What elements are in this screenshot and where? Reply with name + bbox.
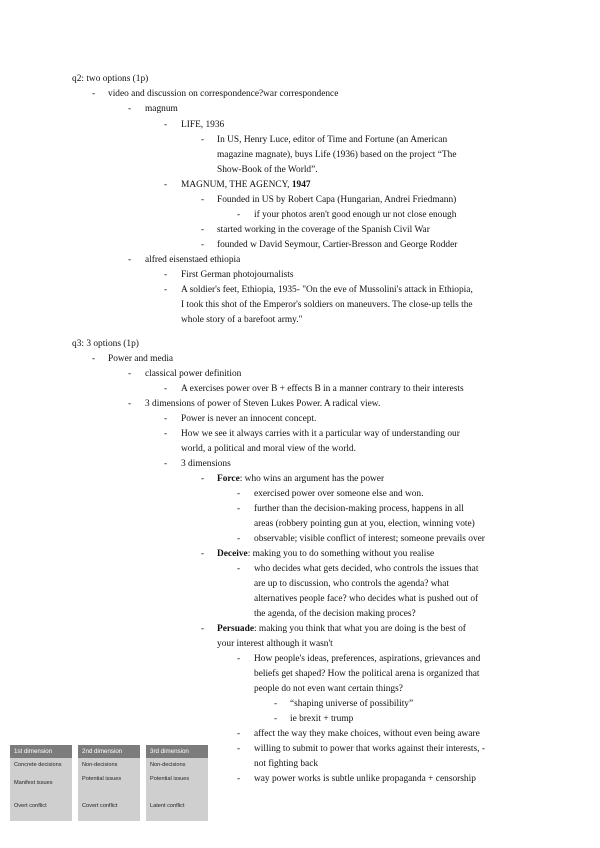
persuade-line bbox=[217, 622, 466, 637]
capa-quote: if your photos aren't good enough ur not close enough bbox=[254, 210, 457, 220]
how-we-see-1: How we see it always carries with it a particular way of understanding our bbox=[181, 429, 460, 439]
bullet-dash: - bbox=[237, 210, 241, 220]
bullet-dash: - bbox=[164, 429, 168, 439]
persuade-1a: How people's ideas, preferences, aspirations, grievances and bbox=[254, 654, 481, 664]
soldier-3: whole story of a barefoot army." bbox=[181, 315, 303, 325]
civil-war: started working in the coverage of the Spanish Civil War bbox=[217, 225, 430, 235]
dimension-column-2 bbox=[78, 745, 140, 821]
bullet-dash: - bbox=[237, 489, 241, 499]
bullet-dash: - bbox=[237, 504, 241, 514]
bullet-dash: - bbox=[201, 195, 205, 205]
founded-capa: Founded in US by Robert Capa (Hungarian, Andrei Friedmann) bbox=[217, 195, 457, 205]
force-label: Force bbox=[217, 474, 240, 484]
bullet-dash: - bbox=[128, 369, 132, 379]
bullet-dash: - bbox=[164, 270, 168, 280]
bullet-dash: - bbox=[201, 240, 205, 250]
bullet-dash: - bbox=[164, 459, 168, 469]
persuade-text-2: your interest although it wasn't bbox=[217, 639, 333, 649]
dimension-header-1: 1st dimension bbox=[10, 745, 72, 758]
q3-heading: q3: 3 options (1p) bbox=[72, 339, 139, 349]
classical: classical power definition bbox=[145, 369, 242, 379]
deceive-line bbox=[217, 547, 434, 562]
deceive-1a: who decides what gets decided, who controls the issues that bbox=[254, 564, 479, 574]
bullet-dash: - bbox=[237, 654, 241, 664]
deceive-1c: alternatives people face? who decides what is pushed out of bbox=[254, 594, 479, 604]
force-2a: further than the decision-making process, happens in all bbox=[254, 504, 464, 514]
bullet-dash: - bbox=[237, 774, 241, 784]
dimension-item: Non-decisions bbox=[82, 762, 118, 768]
dimension-item: Manifest issues bbox=[14, 780, 53, 786]
bullet-dash: - bbox=[237, 534, 241, 544]
q2-video: video and discussion on correspondence?war correspondence bbox=[108, 89, 339, 99]
life-text-2: magazine magnate), buys Life (1936) based on the project “The bbox=[217, 150, 457, 160]
bullet-dash: - bbox=[128, 255, 132, 265]
dimensions-table-image bbox=[10, 745, 210, 821]
force-text: : who wins an argument has the power bbox=[239, 474, 385, 484]
dimension-header-3: 3rd dimension bbox=[146, 745, 208, 758]
founded-with: founded w David Seymour, Cartier-Bresson and George Rodder bbox=[217, 240, 458, 250]
dimension-item: Potential issues bbox=[150, 776, 190, 782]
bullet-dash: - bbox=[128, 104, 132, 114]
dimension-item: Potential issues bbox=[82, 776, 122, 782]
how-we-see-2: world, a political and moral view of the world. bbox=[181, 444, 356, 454]
bullet-dash: - bbox=[274, 699, 278, 709]
bullet-dash: - bbox=[164, 414, 168, 424]
q2-heading: q2: two options (1p) bbox=[72, 74, 149, 84]
bullet-dash: - bbox=[201, 135, 205, 145]
dimension-item: Overt conflict bbox=[14, 803, 47, 809]
force-line bbox=[217, 472, 384, 487]
bullet-dash: - bbox=[164, 120, 168, 130]
life-text-3: Show-Book of the World”. bbox=[217, 165, 318, 175]
three-dims: 3 dimensions bbox=[181, 459, 231, 469]
alfred: alfred eisenstaed ethiopia bbox=[145, 255, 241, 265]
bullet-dash: - bbox=[92, 354, 96, 364]
subtle: way power works is subtle unlike propaganda + censorship bbox=[254, 774, 476, 784]
bullet-dash: - bbox=[237, 729, 241, 739]
dimension-column-1 bbox=[10, 745, 72, 821]
deceive-1b: are up to discussion, who controls the agenda? what bbox=[254, 579, 450, 589]
persuade-1c: people do not even want certain things? bbox=[254, 684, 403, 694]
deceive-text: : making you to do something without you realise bbox=[247, 549, 435, 559]
deceive-label: Deceive bbox=[217, 549, 248, 559]
deceive-1d: the agenda, of the decision making proces? bbox=[254, 609, 416, 619]
affect: affect the way they make choices, without even being aware bbox=[254, 729, 480, 739]
force-2b: areas (robbery pointing gun at you, election, winning vote) bbox=[254, 519, 475, 529]
bullet-dash: - bbox=[201, 624, 205, 634]
bullet-dash: - bbox=[201, 474, 205, 484]
bullet-dash: - bbox=[128, 399, 132, 409]
soldier-1: A soldier's feet, Ethiopia, 1935- "On the eve of Mussolini's attack in Ethiopia, bbox=[181, 285, 473, 295]
never-innocent: Power is never an innocent concept. bbox=[181, 414, 317, 424]
bullet-dash: - bbox=[237, 744, 241, 754]
persuade-text-1: : making you think that what you are doing is the best of bbox=[253, 624, 466, 634]
dimension-item: Concrete decisions bbox=[14, 762, 62, 768]
bullet-dash: - bbox=[274, 714, 278, 724]
persuade-1b: beliefs get shaped? How the political arena is organized that bbox=[254, 669, 480, 679]
magnum-agency-prefix: MAGNUM, THE AGENCY, bbox=[181, 180, 292, 190]
bullet-dash: - bbox=[164, 285, 168, 295]
q2-magnum: magnum bbox=[145, 104, 178, 114]
willing-1: willing to submit to power that works against their interests, - bbox=[254, 744, 485, 754]
brexit: ie brexit + trump bbox=[290, 714, 354, 724]
bullet-dash: - bbox=[164, 180, 168, 190]
dimension-item: Non-decisions bbox=[150, 762, 186, 768]
dimension-item: Latent conflict bbox=[150, 803, 185, 809]
willing-2: not fighting back bbox=[254, 759, 319, 769]
life-title: LIFE, 1936 bbox=[181, 120, 225, 130]
bullet-dash: - bbox=[92, 89, 96, 99]
soldier-2: I took this shot of the Emperor's soldiers on maneuvers. The close-up tells the bbox=[181, 300, 473, 310]
bullet-dash: - bbox=[201, 225, 205, 235]
a-exercises: A exercises power over B + effects B in a manner contrary to their interests bbox=[181, 384, 464, 394]
force-3: observable; visible conflict of interest; someone prevails over bbox=[254, 534, 485, 544]
force-1: exercised power over someone else and won. bbox=[254, 489, 424, 499]
lukes: 3 dimensions of power of Steven Lukes Power. A radical view. bbox=[145, 399, 381, 409]
bullet-dash: - bbox=[201, 549, 205, 559]
persuade-label: Persuade bbox=[217, 624, 254, 634]
bullet-dash: - bbox=[164, 384, 168, 394]
dimension-header-2: 2nd dimension bbox=[78, 745, 140, 758]
power-media: Power and media bbox=[108, 354, 174, 364]
dimension-item: Covert conflict bbox=[82, 803, 118, 809]
magnum-agency bbox=[181, 178, 311, 193]
dimension-column-3 bbox=[146, 745, 208, 821]
bullet-dash: - bbox=[237, 564, 241, 574]
magnum-agency-year: 1947 bbox=[291, 180, 311, 190]
shaping: “shaping universe of possibility” bbox=[290, 699, 414, 709]
life-text-1: In US, Henry Luce, editor of Time and Fortune (an American bbox=[217, 135, 448, 145]
first-german: First German photojournalists bbox=[181, 270, 294, 280]
